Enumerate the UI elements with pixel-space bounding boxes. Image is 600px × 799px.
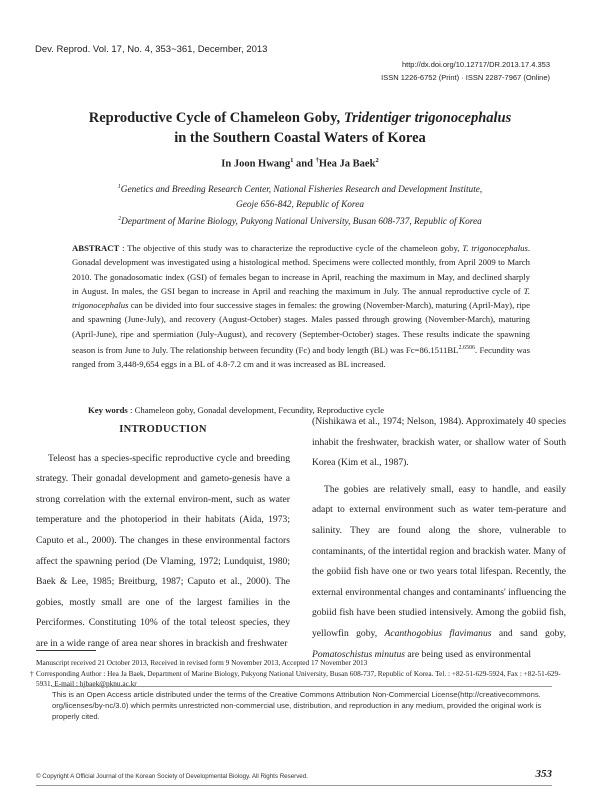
paper-title [0, 108, 600, 148]
author-1-affiliation: 1 [290, 157, 294, 164]
abstract-text-3: can be divided into four successive stages in females: the growing (November-March), maturing (April-May), ripe and spawning (June-July), and recovery (August-October) stages. Males passed through growing (November-March), maturing (April-June), ripe and spermiation (July-August), and recovery (September-October) stages. These results indicate the spawning season is from June to July. The relationship between fecundity (Fc) and body length (BL) was Fc=86.1511BL [72, 300, 530, 355]
intro-species-sand-goby: Pomatoschistus minutus [312, 648, 406, 660]
page-number: 353 [535, 768, 552, 780]
title-species-name: Tridentiger trigonocephalus [343, 110, 512, 126]
footnote-divider [36, 650, 96, 651]
affiliation-1-mark: 1 [117, 184, 121, 190]
left-column [36, 418, 290, 655]
author-list [0, 157, 600, 170]
author-1: In Joon Hwang [221, 158, 291, 170]
corresponding-star: † [30, 668, 34, 678]
author-2: Hea Ja Baek [318, 158, 376, 170]
intro-paragraph-1-continued: (Nishikawa et al., 1974; Nelson, 1984). Approximately 40 species inhabit the freshwater, brackish water, or shallow water of South Korea (Kim et al., 1987). [312, 416, 566, 469]
abstract-text-4: . Fecundity was ranged from 3,448-9,654 eggs in a BL of 4.8-7.2 cm and it was increased as BL increased. [72, 344, 530, 370]
title-plain-text: Reproductive Cycle of Chameleon Goby, [88, 110, 344, 126]
intro-p2-text-c: are being used as environmental [405, 648, 532, 660]
footer-rule [36, 785, 552, 786]
affiliation-2-mark: 2 [118, 216, 122, 223]
corresponding-text: Corresponding Author : Hea Ja Baek, Department of Marine Biology, Pukyong National University, Busan 608-737, Republic of Korea. Tel. : +82-51-629-5924, Fax : +82-51-629-5931, E-mail : hjbaek@pknu.ac.kr [36, 668, 561, 688]
section-heading-introduction: INTRODUCTION [119, 424, 207, 435]
open-access-divider [52, 686, 552, 687]
open-access-notice: This is an Open Access article distributed under the terms of the Creative Commons Attribution Non-Commercial License(http://creativecommons. org/licenses/by-nc/3.0) which permits unrestricted non-commercial use, distribution, and reproduction in any medium, provided the original work is properly cited. [52, 690, 542, 721]
affiliations [0, 180, 600, 230]
doi-link[interactable]: http://dx.doi.org/10.12717/DR.2013.17.4.353 [401, 60, 550, 69]
abstract-text-1: : The objective of this study was to characterize the reproductive cycle of the chameleon goby, [119, 243, 463, 253]
issn-line: ISSN 1226-6752 (Print) · ISSN 2287-7967 (Online) [381, 73, 550, 82]
keywords-label: Key words [88, 405, 128, 415]
author-and: and [293, 158, 316, 170]
affiliation-1-line-1: Genetics and Breeding Research Center, National Fisheries Research and Development Institute, [120, 185, 483, 196]
abstract-text-2: . Gonadal development was investigated using a histological method. Specimens were collected monthly, from April 2009 to March 2010. The gonadosomatic index (GSI) of females began to increase in April, reaching the maximum in May, and declined sharply in August. In males, the GSI began to increase in April and reaching the maximum in July. The annual reproductive cycle of [72, 243, 531, 296]
affiliation-1-line-2: Geoje 656-842, Republic of Korea [236, 199, 364, 210]
abstract [72, 241, 530, 372]
abstract-species-1: T. trigonocephalus [462, 243, 528, 253]
author-2-affiliation: 2 [375, 157, 379, 164]
right-column [312, 412, 566, 665]
corresponding-mark: † [315, 157, 319, 164]
title-line-2: in the Southern Coastal Waters of Korea [174, 130, 426, 146]
journal-citation: Dev. Reprod. Vol. 17, No. 4, 353~361, December, 2013 [35, 44, 268, 55]
abstract-label: ABSTRACT [72, 243, 120, 253]
intro-p2-text-b: and sand goby, [491, 627, 566, 639]
intro-paragraph-2 [312, 480, 566, 665]
title-line-1 [0, 108, 600, 128]
manuscript-dates: Manuscript received 21 October 2013, Received in revised form 9 November 2013, Accepted 17 November 2013 [36, 658, 368, 667]
doi-issn-block [381, 58, 550, 84]
intro-paragraph-1: Teleost has a species-specific reproductive cycle and breeding strategy. Their gonadal development and gameto-genesis have a strong correlation with the external environ-ment, such as water temperature and the photoperiod in their habitats (Aida, 1973; Caputo et al., 2000). The changes in these environmental factors affect the spawning period (De Vlaming, 1972; Lundquist, 1980; Baek & Lee, 1985; Breitburg, 1987; Caputo et al., 2000). The gobies, mostly small are one of the largest families in the Perciformes. Constituting 10% of the total teleost species, they are in a wide range of area near shores in brackish and freshwater [36, 452, 290, 649]
affiliation-1 [0, 180, 600, 198]
footnotes [30, 658, 566, 690]
abstract-species-2: T. trigonocephalus [72, 285, 530, 311]
abstract-exponent: 2.6506 [458, 345, 475, 352]
copyright-notice: © Copyright A Official Journal of the Korean Society of Developmental Biology. All Rights Reserved. [36, 773, 308, 780]
keywords-text: : Chameleon goby, Gonadal development, Fecundity, Reproductive cycle [127, 405, 385, 415]
affiliation-2-line-1: Department of Marine Biology, Pukyong National University, Busan 608-737, Republic of Korea [121, 217, 482, 228]
affiliation-2 [0, 212, 600, 230]
intro-p2-text-a: The gobies are relatively small, easy to handle, and easily adapt to external environment such as water tem-perature and salinity. They are found along the shore, vulnerable to contaminants, of the intertidal region and brackish water. Many of the gobiid fish have one or two years total lifespan. Recently, the external environmental changes and contaminants' influencing the gobiid fish have been studied intensively. Among the gobiid fish, yellowfin goby, [312, 483, 566, 639]
intro-species-yellowfin: Acanthogobius flavimanus [384, 627, 492, 639]
